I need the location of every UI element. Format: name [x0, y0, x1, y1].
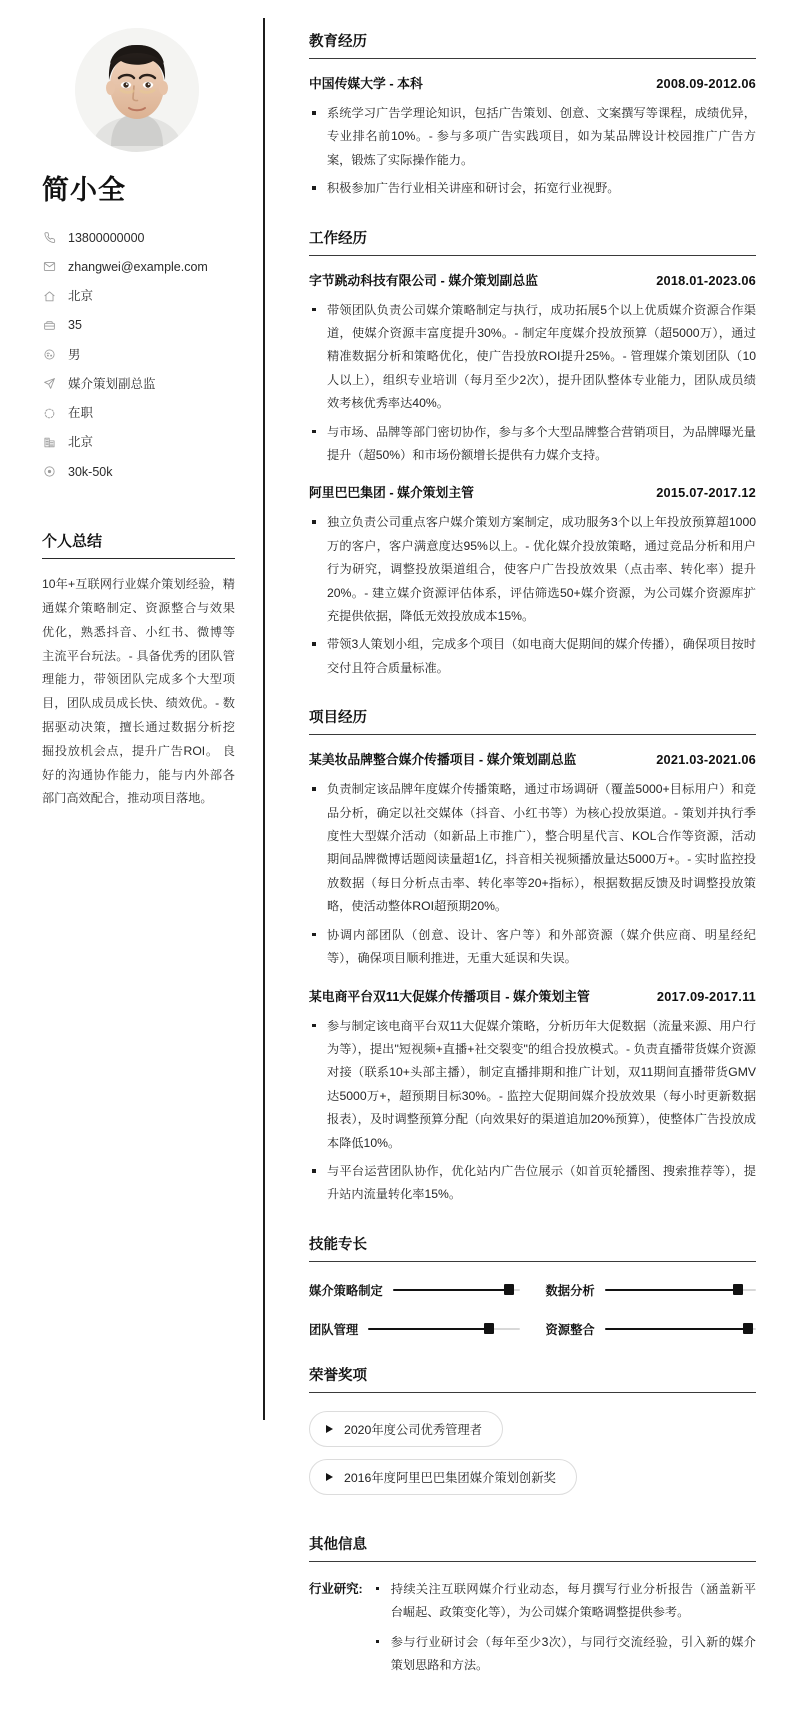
contact-info-list	[42, 223, 235, 486]
bullet-list	[373, 1578, 756, 1678]
bullet-list	[309, 778, 756, 970]
slider-handle[interactable]	[733, 1284, 743, 1295]
slider-handle[interactable]	[484, 1323, 494, 1334]
play-triangle-icon	[326, 1425, 333, 1433]
entry-date: 2015.07-2017.12	[656, 485, 756, 501]
contact-value: 男	[68, 347, 81, 362]
building-icon	[42, 435, 57, 450]
skill-slider[interactable]	[393, 1284, 520, 1296]
status-icon	[42, 406, 57, 421]
education-entry	[309, 75, 756, 201]
work-experience-section	[309, 227, 756, 681]
mail-icon	[42, 259, 57, 274]
awards-section	[309, 1364, 756, 1507]
project-experience-section	[309, 706, 756, 1207]
entry-title: 某美妆品牌整合媒介传播项目 - 媒介策划副总监	[309, 752, 577, 768]
contact-item-age	[42, 311, 235, 340]
contact-value: 在职	[68, 406, 94, 420]
list-item: 带领3人策划小组，完成多个项目（如电商大促期间的媒介传播），确保项目按时交付且符合质量标准。	[309, 633, 756, 680]
entry-header	[309, 988, 756, 1006]
award-row	[309, 1411, 756, 1459]
contact-item-hometown	[42, 282, 235, 311]
entry-title: 中国传媒大学 - 本科	[309, 76, 423, 91]
other-info-body	[373, 1578, 756, 1684]
skill-label: 媒介策略制定	[309, 1283, 383, 1298]
slider-fill	[393, 1289, 510, 1291]
skill-row	[546, 1320, 757, 1338]
section-heading-projects: 项目经历	[309, 706, 756, 735]
entry-title: 字节跳动科技有限公司 - 媒介策划副总监	[309, 272, 538, 288]
skills-grid	[309, 1278, 756, 1338]
entry-date: 2021.03-2021.06	[656, 752, 756, 768]
list-item: 协调内部团队（创意、设计、客户等）和外部资源（媒介供应商、明星经纪等），确保项目顺利推进，无重大延误和失误。	[309, 924, 756, 971]
award-label: 2016年度阿里巴巴集团媒介策划创新奖	[344, 1470, 556, 1485]
skill-row	[309, 1281, 520, 1299]
slider-handle[interactable]	[743, 1323, 753, 1334]
section-heading-other: 其他信息	[309, 1533, 756, 1562]
work-entry	[309, 484, 756, 680]
skill-label: 资源整合	[545, 1322, 595, 1337]
list-item: 参与行业研讨会（每年至少3次），与同行交流经验，引入新的媒介策划思路和方法。	[373, 1631, 756, 1678]
portrait-photo-icon	[75, 28, 199, 152]
entry-title: 某电商平台双11大促媒介传播项目 - 媒介策划主管	[309, 988, 590, 1004]
award-chip[interactable]	[309, 1459, 577, 1495]
list-item: 持续关注互联网媒介行业动态，每月撰写行业分析报告（涵盖新平台崛起、政策变化等），为公司媒介策略调整提供参考。	[373, 1578, 756, 1625]
contact-value: 35	[68, 318, 82, 333]
slider-fill	[605, 1328, 749, 1330]
avatar	[75, 28, 199, 152]
contact-item-work-city	[42, 428, 235, 457]
id-card-icon	[42, 318, 57, 333]
contact-value: 北京	[68, 435, 94, 450]
list-item: 带领团队负责公司媒介策略制定与执行，成功拓展5个以上优质媒介资源合作渠道，使媒介资源丰富度提升30%。- 制定年度媒介投放预算（超5000万），通过精准数据分析和策略优化，使广告投放ROI提升25%。- 管理媒介策划团队（10人以上），组织专业培训（每月至少2次），提升团队整体专业能力，团队成员绩效考核优秀率达40%。	[309, 299, 756, 416]
contact-item-email	[42, 252, 235, 281]
skill-row	[309, 1320, 520, 1338]
entry-date: 2018.01-2023.06	[656, 272, 756, 288]
list-item: 与平台运营团队协作，优化站内广告位展示（如首页轮播图、搜索推荐等），提升站内流量转化率15%。	[309, 1160, 756, 1207]
other-info-section	[309, 1533, 756, 1684]
list-item: 积极参加广告行业相关讲座和研讨会，拓宽行业视野。	[309, 177, 756, 200]
section-heading-education: 教育经历	[309, 30, 756, 59]
other-info-label: 行业研究:	[309, 1581, 363, 1596]
paper-plane-icon	[42, 376, 57, 391]
section-heading-summary: 个人总结	[42, 530, 235, 559]
section-heading-awards: 荣誉奖项	[309, 1364, 756, 1393]
contact-item-phone	[42, 223, 235, 252]
skills-section	[309, 1233, 756, 1338]
skill-slider[interactable]	[605, 1323, 756, 1335]
summary-text: 10年+互联网行业媒介策划经验，精通媒介策略制定、资源整合与效果优化，熟悉抖音、小红书、微博等主流平台玩法。- 具备优秀的团队管理能力，带领团队完成多个大型项目，团队成员成长快、绩效优。- 数据驱动决策，擅长通过数据分析挖掘投放机会点，提升广告ROI。 良好的沟通协作能力，能与内外部各部门高效配合，推动项目落地。	[42, 577, 235, 806]
skill-label: 数据分析	[545, 1283, 595, 1298]
column-divider	[263, 18, 265, 1420]
phone-icon	[42, 230, 57, 245]
gender-icon	[42, 347, 57, 362]
contact-value: 13800000000	[68, 230, 145, 245]
section-heading-work: 工作经历	[309, 227, 756, 256]
contact-value: 北京	[68, 289, 94, 303]
play-triangle-icon	[326, 1473, 333, 1481]
salary-icon	[42, 464, 57, 479]
work-entry	[309, 272, 756, 468]
contact-item-gender	[42, 340, 235, 369]
award-chip[interactable]	[309, 1411, 503, 1447]
slider-fill	[368, 1328, 489, 1330]
slider-handle[interactable]	[504, 1284, 514, 1295]
sidebar	[0, 0, 263, 841]
bullet-list	[309, 1015, 756, 1207]
bullet-list	[309, 511, 756, 680]
other-info-row	[309, 1578, 756, 1684]
personal-summary-section	[42, 530, 235, 811]
education-section	[309, 30, 756, 201]
contact-item-job-status	[42, 399, 235, 428]
skill-slider[interactable]	[605, 1284, 756, 1296]
list-item: 独立负责公司重点客户媒介策划方案制定，成功服务3个以上年投放预算超1000万的客户，客户满意度达95%以上。- 优化媒介投放策略，通过竞品分析和用户行为研究，调整投放渠道组合，使客户广告投放效果（点击率、转化率）提升20%。- 建立媒介资源评估体系，评估筛选50+媒介资源，为公司媒介资源库扩充提供依据，降低无效投放成本15%。	[309, 511, 756, 628]
bullet-list	[309, 102, 756, 201]
skill-label: 团队管理	[309, 1322, 359, 1337]
home-icon	[42, 289, 57, 304]
slider-fill	[605, 1289, 738, 1291]
project-entry	[309, 751, 756, 970]
project-entry	[309, 988, 756, 1207]
skill-slider[interactable]	[368, 1323, 519, 1335]
entry-title: 阿里巴巴集团 - 媒介策划主管	[309, 485, 474, 501]
contact-value: zhangwei@example.com	[68, 259, 208, 274]
contact-value: 媒介策划副总监	[68, 376, 156, 391]
main-content	[263, 0, 794, 1736]
page-title: 简小全	[42, 175, 126, 205]
list-item: 参与制定该电商平台双11大促媒介策略，分析历年大促数据（流量来源、用户行为等），提出"短视频+直播+社交裂变"的组合投放模式。- 负责直播带货媒介资源对接（联系10+头部主播），制定直播排期和推广计划，双11期间直播带货GMV达5000万+，超预期目标30%。- 监控大促期间媒介投放效果（每小时更新数据报表），及时调整预算分配（向效果好的渠道追加20%预算），使整体广告投放成本降低10%。	[309, 1015, 756, 1156]
award-list	[309, 1409, 756, 1507]
entry-date: 2008.09-2012.06	[656, 76, 756, 91]
entry-header	[309, 75, 756, 93]
entry-header	[309, 484, 756, 502]
entry-header	[309, 751, 756, 769]
section-heading-skills: 技能专长	[309, 1233, 756, 1262]
list-item: 负责制定该品牌年度媒介传播策略，通过市场调研（覆盖5000+目标用户）和竞品分析，确定以社交媒体（抖音、小红书等）为核心投放渠道。- 策划并执行季度性大型媒介活动（如新品上市推广），整合明星代言、KOL合作等资源，活动期间品牌微博话题阅读量超1亿，抖音相关视频播放量达5000万+。- 实时监控投放数据（每日分析点击率、转化率等20+指标），根据数据反馈及时调整投放策略，使活动整体ROI超预期20%。	[309, 778, 756, 919]
entry-date: 2017.09-2017.11	[656, 988, 756, 1004]
bullet-list	[309, 299, 756, 468]
skill-row	[546, 1281, 757, 1299]
entry-header	[309, 272, 756, 290]
list-item: 系统学习广告学理论知识，包括广告策划、创意、文案撰写等课程，成绩优异，专业排名前10%。- 参与多项广告实践项目，如为某品牌设计校园推广广告方案，锻炼了实际操作能力。	[309, 102, 756, 172]
contact-item-position	[42, 369, 235, 398]
contact-value: 30k-50k	[68, 464, 113, 479]
award-row	[309, 1459, 756, 1507]
list-item: 与市场、品牌等部门密切协作，参与多个大型品牌整合营销项目，为品牌曝光量提升（超50%）和市场份额增长提供有力媒介支持。	[309, 421, 756, 468]
contact-item-salary	[42, 457, 235, 486]
award-label: 2020年度公司优秀管理者	[344, 1422, 483, 1437]
